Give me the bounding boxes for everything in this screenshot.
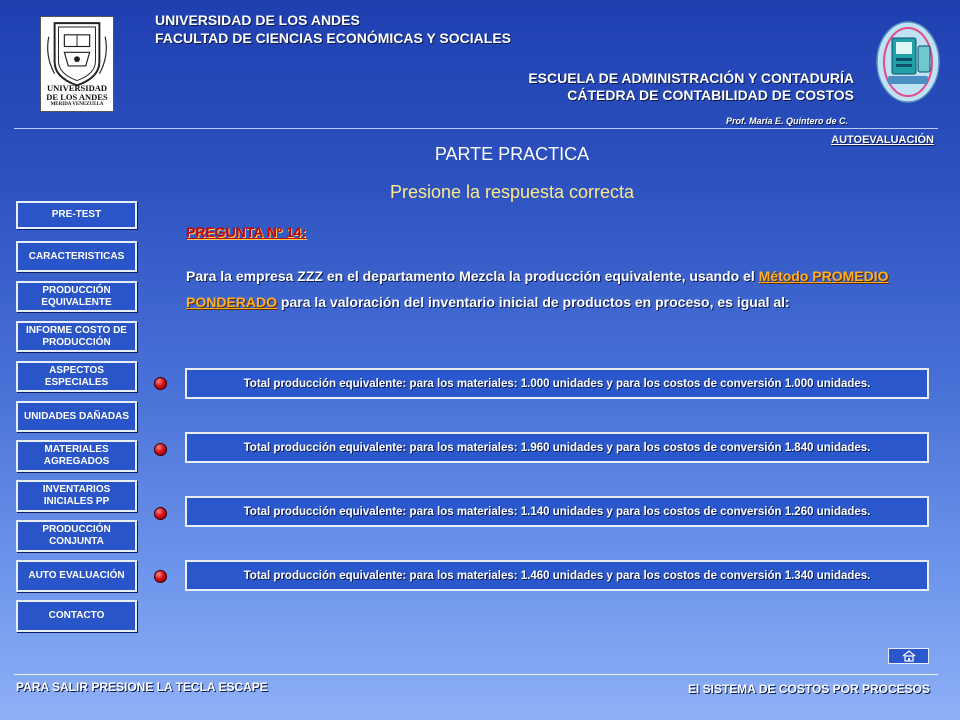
nav-aspectos-especiales[interactable]: ASPECTOS ESPECIALES [16,361,137,392]
computer-illustration [874,16,942,108]
nav-auto-evaluacion[interactable]: AUTO EVALUACIÓN [16,560,137,592]
answer-option-3[interactable]: Total producción equivalente: para los materiales: 1.140 unidades y para los costos de conversión 1.260 unidades. [185,496,929,527]
header-divider [14,128,938,129]
home-icon [902,650,916,662]
answer-option-1[interactable]: Total producción equivalente: para los materiales: 1.000 unidades y para los costos de conversión 1.000 unidades. [185,368,929,399]
instruction-title: Presione la respuesta correcta [389,182,635,202]
question-highlight: Método PROMEDIO PONDERADO [186,268,889,310]
exit-hint: PARA SALIR PRESIONE LA TECLA ESCAPE [16,680,268,694]
section-title: PARTE PRACTICA [434,144,590,164]
answer-option-4[interactable]: Total producción equivalente: para los materiales: 1.460 unidades y para los costos de conversión 1.340 unidades. [185,560,929,591]
answer-2-bullet[interactable] [154,443,167,456]
computer-icon [874,16,942,108]
nav-contacto[interactable]: CONTACTO [16,600,137,632]
nav-informe-costo[interactable]: INFORME COSTO DE PRODUCCIÓN [16,321,137,352]
home-button[interactable] [888,648,929,664]
nav-produccion-conjunta[interactable]: PRODUCCIÓN CONJUNTA [16,520,137,552]
answer-option-2[interactable]: Total producción equivalente: para los materiales: 1.960 unidades y para los costos de conversión 1.840 unidades. [185,432,929,463]
nav-caracteristicas[interactable]: CARACTERISTICAS [16,241,137,272]
nav-materiales-agregados[interactable]: MATERIALES AGREGADOS [16,440,137,472]
university-name: UNIVERSIDAD DE LOS ANDES [155,12,360,28]
logo-caption [40,84,114,108]
answer-4-bullet[interactable] [154,570,167,583]
answer-1-bullet[interactable] [154,377,167,390]
nav-unidades-danadas[interactable]: UNIDADES DAÑADAS [16,401,137,432]
chair-name: CÁTEDRA DE CONTABILIDAD DE COSTOS [567,87,854,103]
faculty-name: FACULTAD DE CIENCIAS ECONÓMICAS Y SOCIALES [155,30,511,46]
course-title: El SISTEMA DE COSTOS POR PROCESOS [687,682,930,696]
nav-produccion-equivalente[interactable]: PRODUCCIÓN EQUIVALENTE [16,281,137,312]
logo-text-2: DE LOS ANDES [46,92,108,102]
footer-divider [14,674,938,675]
question-title: PREGUNTA Nº 14: [186,224,307,240]
school-name: ESCUELA DE ADMINISTRACIÓN Y CONTADURÍA [528,70,854,86]
answer-3-bullet[interactable] [154,507,167,520]
nav-pre-test[interactable]: PRE-TEST [16,201,137,229]
nav-inventarios-iniciales[interactable]: INVENTARIOS INICIALES PP [16,480,137,512]
logo-text-3: MERIDA VENEZUELA [50,102,104,107]
question-text-part1: Para la empresa ZZZ en el departamento Mezcla la producción equivalente, usando el [186,268,755,284]
autoevaluacion-link[interactable]: AUTOEVALUACIÓN [831,134,934,146]
logo-text-1: UNIVERSIDAD [47,83,107,93]
professor-name: Prof. María E. Quintero de C. [725,116,848,126]
question-body [186,263,906,315]
question-text-part2: para la valoración del inventario inicial de productos en proceso, es igual al: [277,294,790,310]
